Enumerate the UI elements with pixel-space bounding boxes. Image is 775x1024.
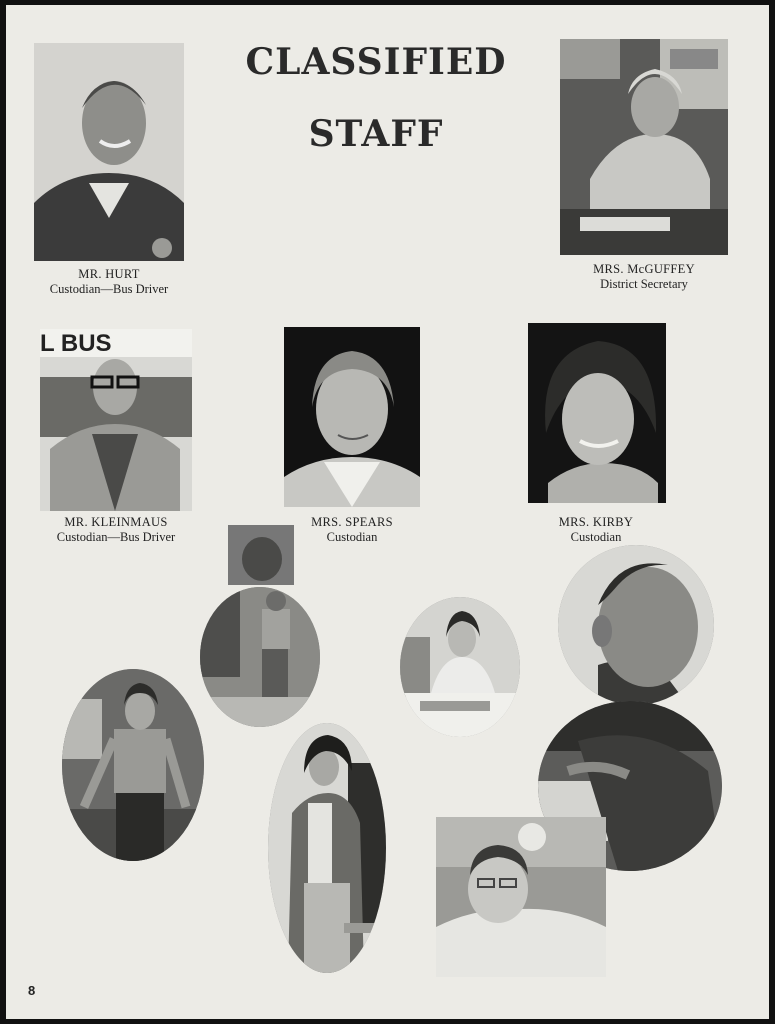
caption-mrs-kirby <box>526 515 666 545</box>
staff-role: Custodian—Bus Driver <box>49 282 169 296</box>
caption-mr-kleinmaus <box>26 515 206 545</box>
candid-photo-man-glasses <box>436 817 606 977</box>
portrait-mrs-kirby <box>528 323 666 503</box>
portrait-mrs-mcguffey <box>560 39 728 255</box>
caption-mrs-mcguffey <box>554 262 734 292</box>
candid-photo-man-profile <box>558 545 714 705</box>
staff-role: District Secretary <box>600 277 688 291</box>
staff-role: Custodian <box>326 530 378 544</box>
candid-photo-woman-at-desk <box>400 597 520 737</box>
caption-mr-hurt <box>24 267 194 297</box>
portrait-mr-hurt <box>34 43 184 261</box>
staff-name: MR. KLEINMAUS <box>64 515 168 529</box>
staff-name: MR. HURT <box>78 267 140 281</box>
candid-photo-top-snippet <box>228 525 294 585</box>
portrait-mr-kleinmaus <box>40 329 192 511</box>
page-number: 8 <box>28 983 36 998</box>
bus-sign: L BUS <box>40 330 112 357</box>
staff-name: MRS. SPEARS <box>311 515 393 529</box>
staff-name: MRS. McGUFFEY <box>593 262 695 276</box>
candid-photo-woman-standing <box>268 723 386 973</box>
candid-photo-young-man <box>62 669 204 861</box>
page-title-line2: STAFF <box>308 113 444 155</box>
yearbook-page <box>6 5 769 1019</box>
staff-name: MRS. KIRBY <box>558 515 634 529</box>
page-title-line1: CLASSIFIED <box>245 41 507 83</box>
portrait-mrs-spears <box>284 327 420 507</box>
candid-photo-man-walking <box>200 587 320 727</box>
staff-role: Custodian <box>570 530 622 544</box>
staff-role: Custodian—Bus Driver <box>56 530 176 544</box>
